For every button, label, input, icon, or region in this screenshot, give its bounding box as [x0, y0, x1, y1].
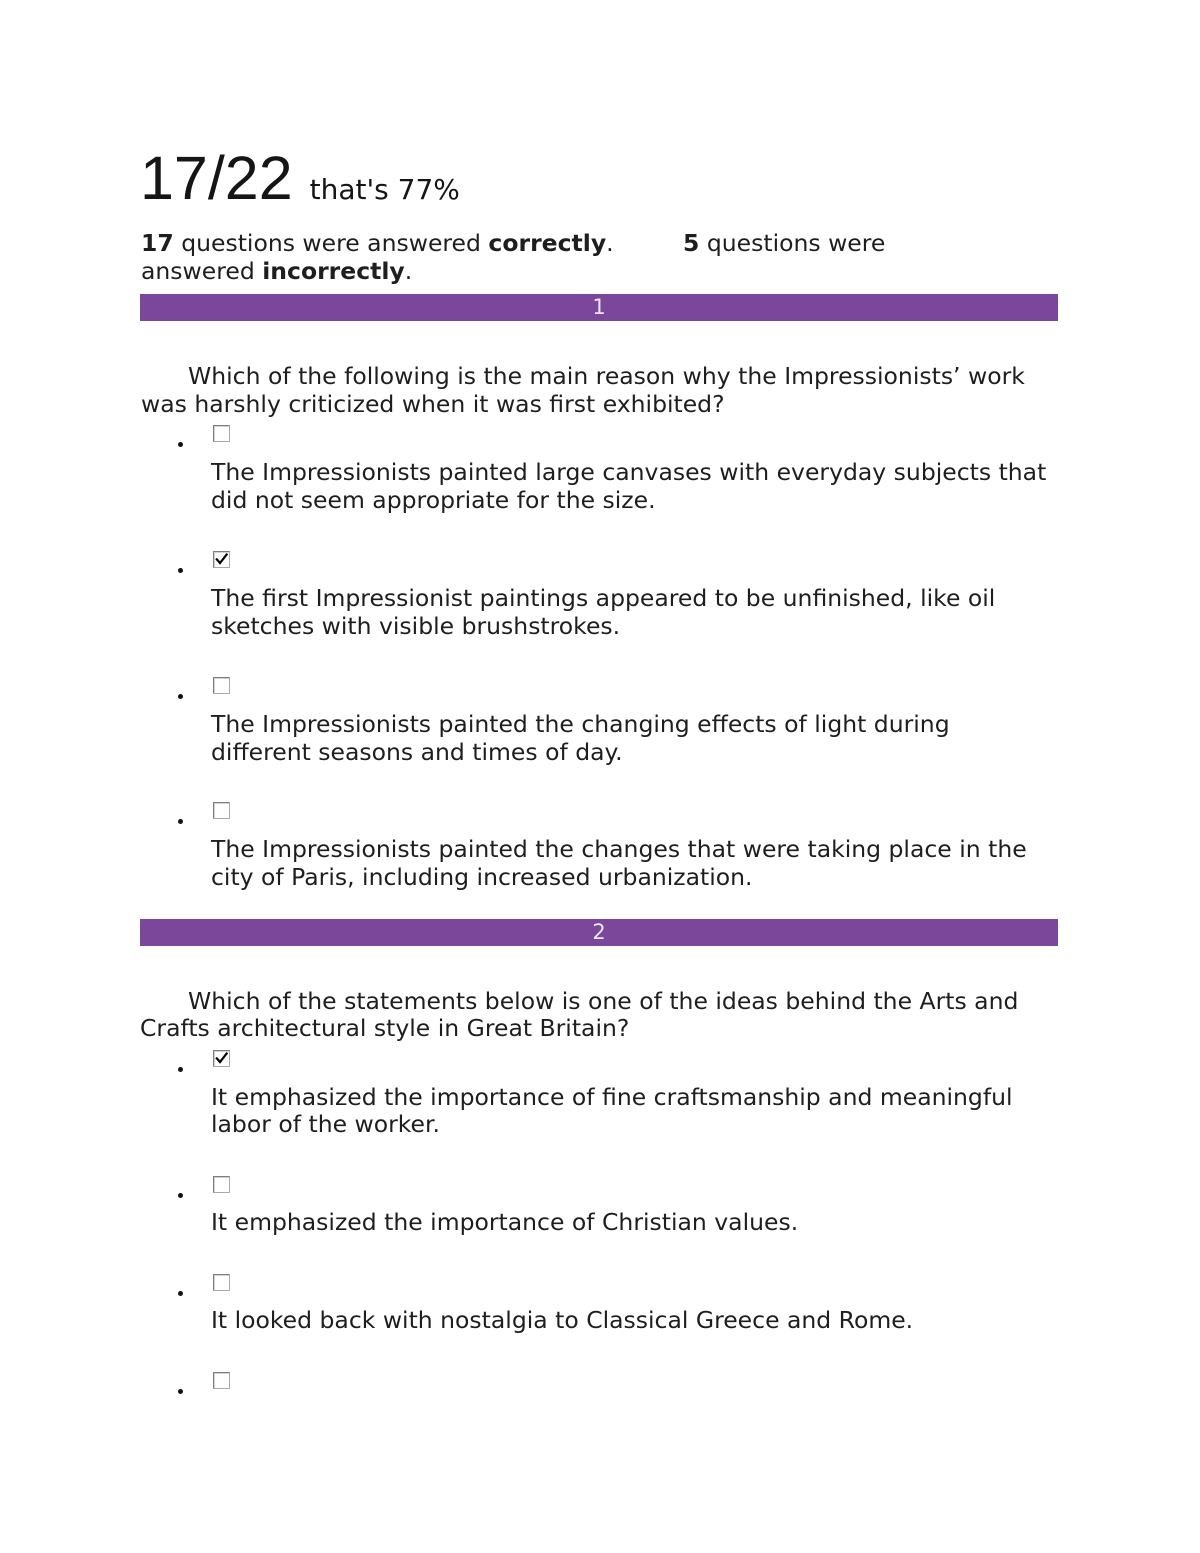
correct-count: 17: [141, 229, 174, 257]
bullet-icon: [178, 1067, 183, 1072]
prompt-line: Which of the statements below is one of the ideas behind the Arts and: [188, 987, 1019, 1015]
question-number-bar: 1: [140, 294, 1058, 321]
option-text-line: It emphasized the importance of fine craftsmanship and meaningful: [211, 1083, 1013, 1111]
option-text-line: city of Paris, including increased urbanization.: [211, 863, 753, 891]
answer-option: [170, 551, 1060, 640]
prompt-line: was harshly criticized when it was first exhibited?: [141, 390, 725, 418]
option-text-line: The Impressionists painted the changing effects of light during: [211, 710, 950, 738]
answer-checkbox[interactable]: [213, 1372, 230, 1389]
bullet-icon: [178, 1291, 183, 1296]
bullet-icon: [178, 1193, 183, 1198]
option-text-line: The first Impressionist paintings appeared to be unfinished, like oil: [211, 584, 996, 612]
score-fraction: 17/22: [140, 144, 293, 212]
correct-word: correctly: [488, 229, 607, 257]
option-text-line: labor of the worker.: [211, 1110, 440, 1138]
answer-option: [170, 1372, 1060, 1396]
checkmark-icon: [214, 1051, 229, 1066]
answer-checkbox[interactable]: [213, 1274, 230, 1291]
answer-checkbox[interactable]: [213, 1050, 230, 1067]
question-prompt: [140, 987, 1060, 1043]
bullet-icon: [178, 1389, 183, 1394]
question-number-bar: 2: [140, 919, 1058, 946]
option-text-line: The Impressionists painted large canvases with everyday subjects that: [211, 458, 1047, 486]
answer-option: [170, 1176, 1060, 1237]
end-mark: .: [404, 257, 413, 285]
incorrect-count: 5: [683, 229, 700, 257]
score-percent: that's 77%: [309, 173, 460, 206]
option-text-line: did not seem appropriate for the size.: [211, 486, 656, 514]
end-mark: .: [606, 229, 614, 257]
bullet-icon: [178, 568, 183, 573]
incorrect-word: incorrectly: [262, 257, 405, 285]
checkmark-icon: [214, 552, 229, 567]
answer-checkbox[interactable]: [213, 1176, 230, 1193]
answer-checkbox[interactable]: [213, 551, 230, 568]
bullet-icon: [178, 442, 183, 447]
score-header: [140, 144, 460, 220]
option-text-line: The Impressionists painted the changes that were taking place in the: [211, 835, 1027, 863]
answer-option: [170, 1050, 1060, 1139]
summary-incorrect-continued: [141, 257, 412, 285]
answer-option: [170, 425, 1060, 514]
bullet-icon: [178, 694, 183, 699]
option-text-line: sketches with visible brushstrokes.: [211, 612, 621, 640]
incorrect-text-line1: questions were: [706, 229, 886, 257]
option-text-line: It looked back with nostalgia to Classical Greece and Rome.: [211, 1306, 914, 1334]
summary-correct: [141, 229, 614, 257]
question-prompt: [140, 362, 1060, 418]
option-text-line: different seasons and times of day.: [211, 738, 623, 766]
summary-incorrect: [683, 229, 885, 257]
answer-checkbox[interactable]: [213, 425, 230, 442]
correct-text: questions were answered: [181, 229, 481, 257]
answer-checkbox[interactable]: [213, 802, 230, 819]
answer-checkbox[interactable]: [213, 677, 230, 694]
bullet-icon: [178, 819, 183, 824]
incorrect-text-line2: answered: [141, 257, 255, 285]
prompt-line: Crafts architectural style in Great Britain?: [140, 1014, 630, 1042]
answer-option: [170, 1274, 1060, 1335]
answer-option: [170, 677, 1060, 766]
option-text-line: It emphasized the importance of Christian values.: [211, 1208, 799, 1236]
answer-option: [170, 802, 1060, 891]
prompt-line: Which of the following is the main reason why the Impressionists’ work: [188, 362, 1025, 390]
